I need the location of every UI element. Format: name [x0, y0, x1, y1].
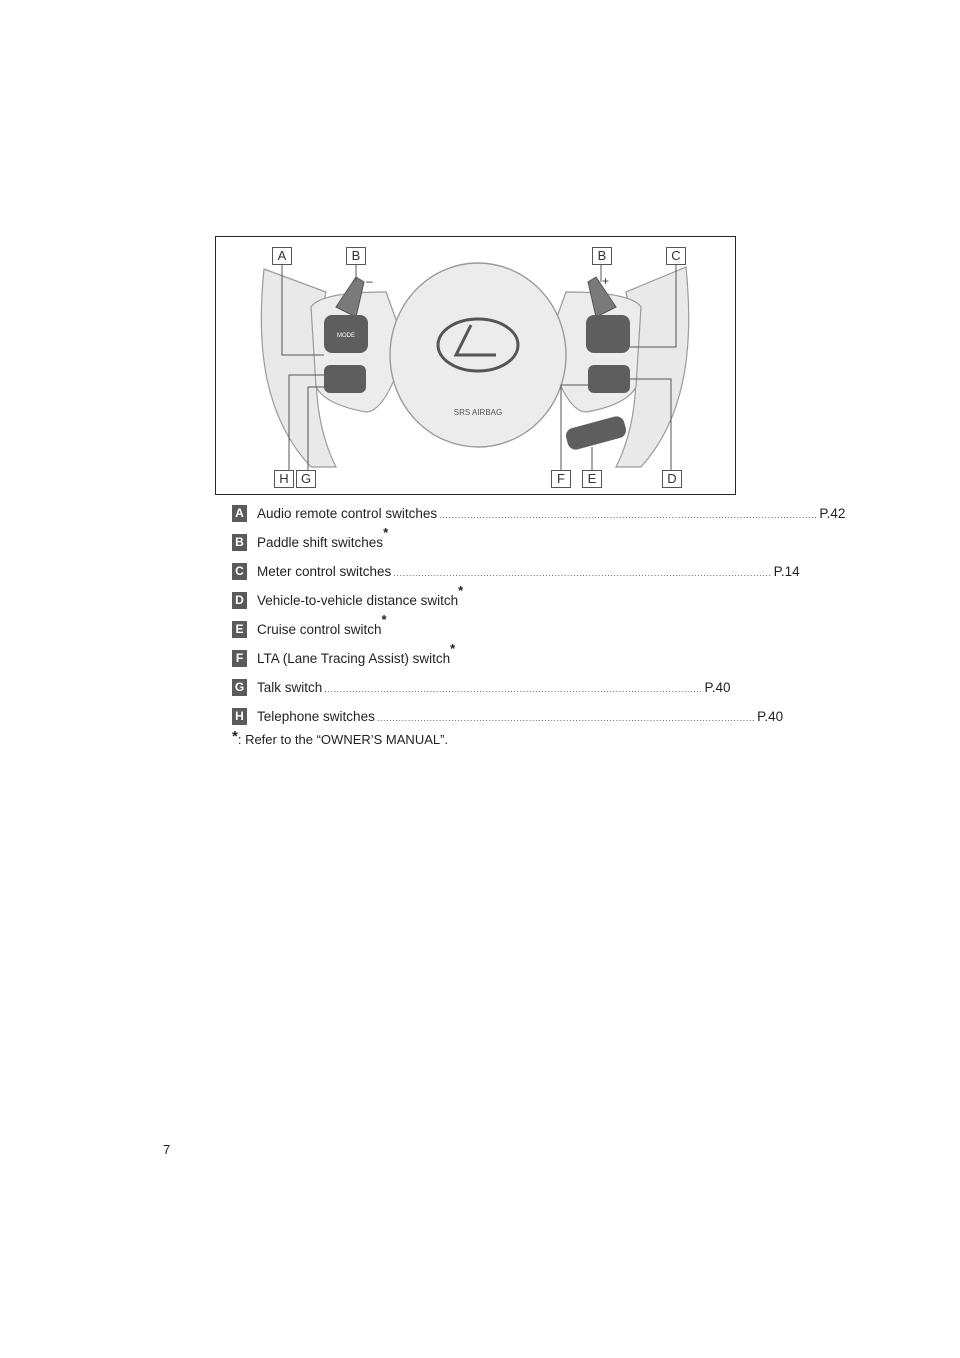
legend-item — [232, 612, 718, 648]
airbag-text: SRS AIRBAG — [453, 408, 503, 417]
legend-badge: H — [232, 708, 247, 725]
callout-h: H — [274, 470, 294, 488]
legend-item — [232, 503, 846, 532]
asterisk-mark: * — [381, 612, 387, 627]
asterisk-mark: * — [450, 641, 456, 656]
footnote-mark: * — [232, 728, 238, 745]
legend-badge: C — [232, 563, 247, 580]
legend-badge: E — [232, 621, 247, 638]
steering-wheel-illustration — [216, 237, 737, 496]
paddle-plus-text: + — [602, 274, 610, 288]
legend-item — [232, 583, 718, 619]
footnote — [232, 728, 448, 747]
page-number: 7 — [163, 1142, 171, 1157]
callout-a: A — [272, 247, 292, 265]
legend-item — [232, 677, 731, 706]
callout-b-right: B — [592, 247, 612, 265]
callout-f: F — [551, 470, 571, 488]
steering-wheel-figure — [215, 236, 736, 495]
legend-badge: F — [232, 650, 247, 667]
legend-label: Meter control switches — [257, 564, 392, 579]
dot-leader: .......................................................................................................................... — [324, 684, 703, 694]
legend-badge: A — [232, 505, 247, 522]
callout-e: E — [582, 470, 602, 488]
legend-item — [232, 525, 718, 561]
legend-label: Paddle shift switches — [257, 535, 384, 550]
legend-label: Vehicle-to-vehicle distance switch — [257, 593, 459, 608]
callout-d: D — [662, 470, 682, 488]
legend-label: Telephone switches — [257, 709, 375, 724]
legend-badge: B — [232, 534, 247, 551]
page-ref[interactable]: P.40 — [704, 680, 731, 695]
legend-item — [232, 641, 718, 677]
legend-label: Audio remote control switches — [257, 506, 438, 521]
cruise-stalk — [564, 415, 628, 452]
asterisk-mark: * — [458, 583, 464, 598]
paddle-minus-text: – — [366, 274, 373, 288]
telephone-switch — [324, 365, 366, 393]
callout-g: G — [296, 470, 316, 488]
callout-c: C — [666, 247, 686, 265]
dot-leader: .......................................................................................................................... — [393, 568, 772, 578]
legend-badge: G — [232, 679, 247, 696]
page-ref[interactable]: P.14 — [773, 564, 800, 579]
callout-b-left: B — [346, 247, 366, 265]
legend-label: Talk switch — [257, 680, 323, 695]
lta-switch — [588, 365, 630, 393]
meter-switch — [586, 315, 630, 353]
legend-item — [232, 561, 800, 590]
legend-list — [232, 503, 846, 735]
page-ref[interactable]: P.42 — [819, 506, 846, 521]
dot-leader: .......................................................................................................................... — [376, 713, 756, 723]
footnote-text: : Refer to the “OWNER’S MANUAL”. — [237, 732, 449, 747]
legend-label: Cruise control switch — [257, 622, 382, 637]
legend-label: LTA (Lane Tracing Assist) switch — [257, 651, 451, 666]
mode-text: MODE — [337, 333, 355, 339]
asterisk-mark: * — [383, 525, 389, 540]
legend-badge: D — [232, 592, 247, 609]
dot-leader: .......................................................................................................................... — [439, 510, 818, 520]
page-ref[interactable]: P.40 — [757, 709, 784, 724]
